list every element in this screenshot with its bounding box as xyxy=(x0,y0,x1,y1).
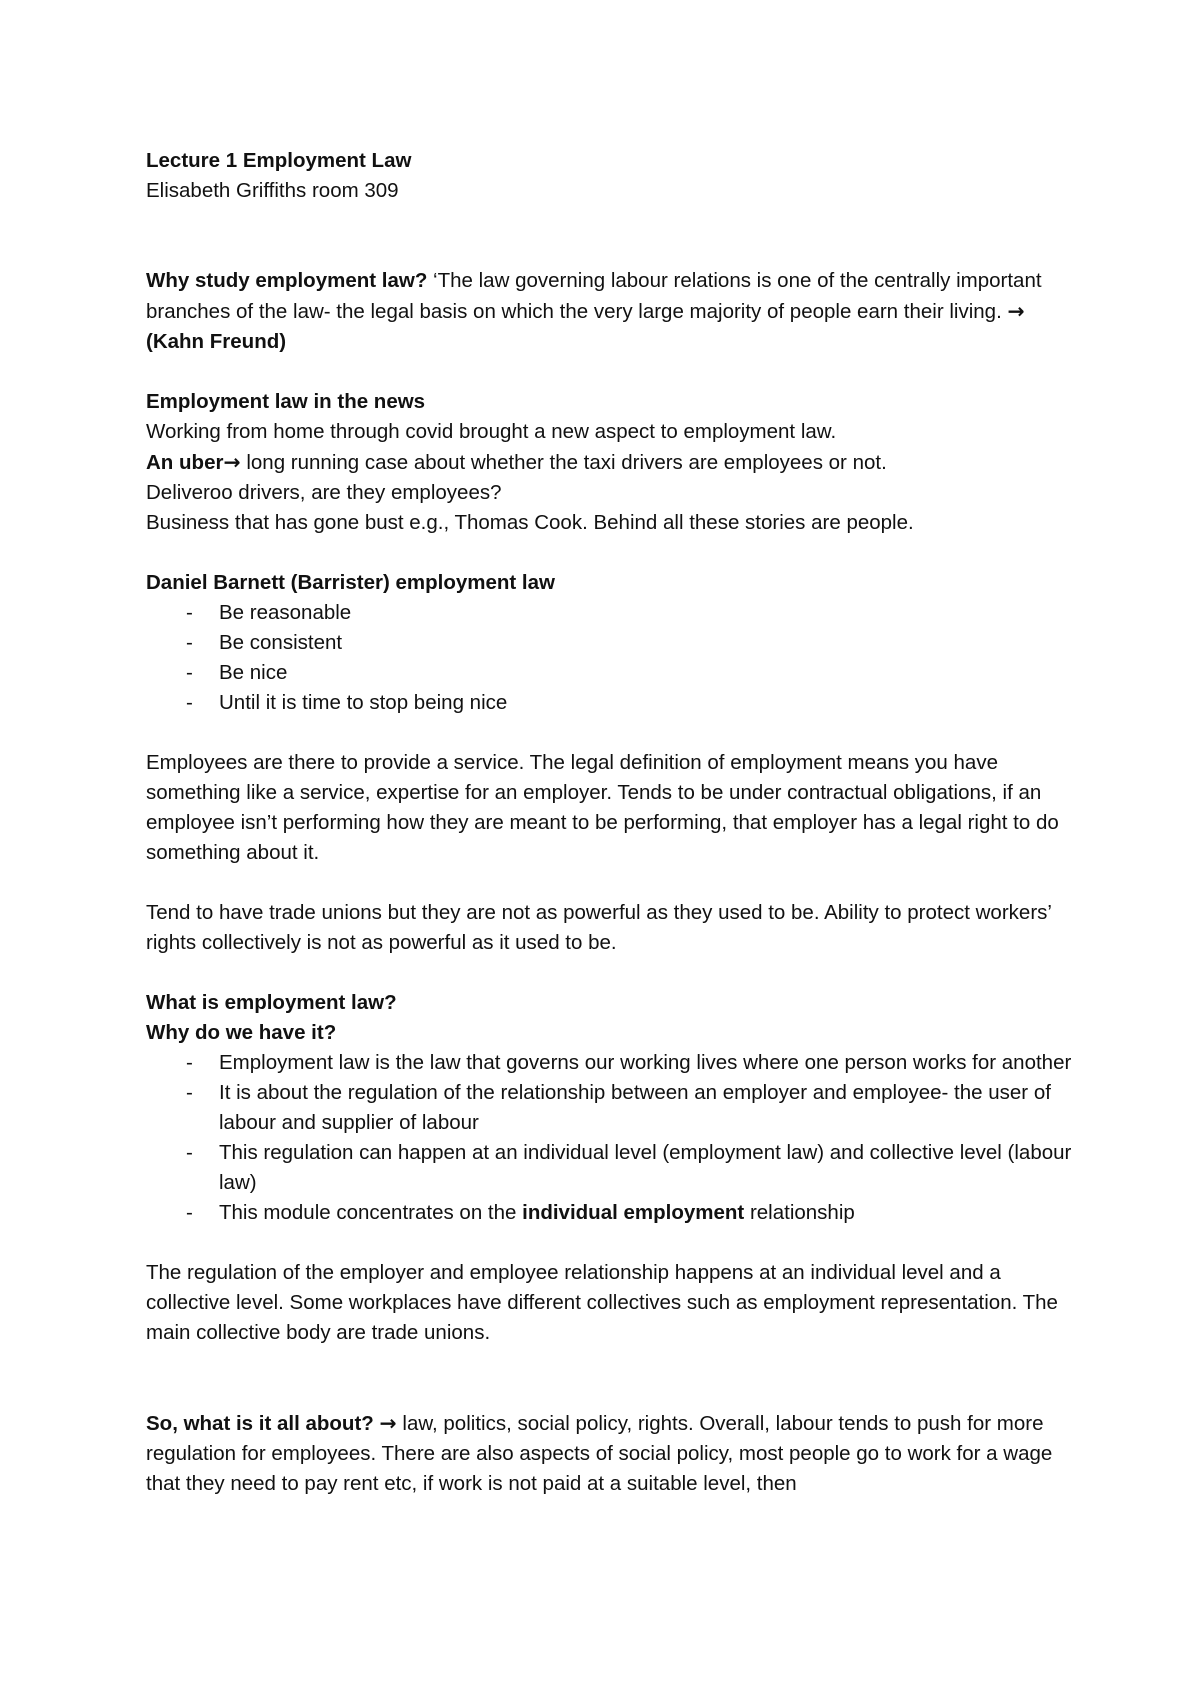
arrow-icon: → xyxy=(1007,299,1025,323)
dash-bullet: - xyxy=(186,1201,193,1224)
unions-paragraph: Tend to have trade unions but they are not as powerful as they used to be. Ability to protect workers’ rights collectively is not as powerful as it used to be. xyxy=(146,901,1052,954)
news-line-thomas-cook: Business that has gone bust e.g., Thomas Cook. Behind all these stories are people. xyxy=(146,511,914,534)
dash-bullet: - xyxy=(186,691,193,714)
list-item: - Until it is time to stop being nice xyxy=(146,688,1086,718)
dash-bullet: - xyxy=(186,1051,193,1074)
list-item: - Employment law is the law that governs our working lives where one person works for another xyxy=(146,1048,1086,1078)
service-paragraph: Employees are there to provide a service. The legal definition of employment means you have something like a service, expertise for an employer. Tends to be under contractual obligations, if an employee isn’t performing how they are meant to be performing, that employer has a legal right to do something about it. xyxy=(146,751,1059,864)
dash-bullet: - xyxy=(186,631,193,654)
barnett-list xyxy=(146,598,1086,718)
barnett-heading: Daniel Barnett (Barrister) employment law xyxy=(146,571,555,594)
arrow-icon: → xyxy=(223,450,241,474)
about-paragraph: So, what is it all about? → law, politics, social policy, rights. Overall, labour tends to push for more regulation for employees. There are also aspects of social policy, most people go to work for a wage that they need to pay rent etc, if work is not paid at a suitable level, then xyxy=(146,1411,1053,1495)
list-item: - It is about the regulation of the relationship between an employer and employee- the user of labour and supplier of labour xyxy=(146,1078,1086,1138)
document-title: Lecture 1 Employment Law xyxy=(146,149,412,172)
regulation-paragraph: The regulation of the employer and employee relationship happens at an individual level and a collective level. Some workplaces have different collectives such as employment representation. The main collective body are trade unions. xyxy=(146,1261,1058,1344)
why-have-heading: Why do we have it? xyxy=(146,1021,337,1044)
news-line-deliveroo: Deliveroo drivers, are they employees? xyxy=(146,481,502,504)
list-item: - Be nice xyxy=(146,658,1086,688)
why-study-paragraph xyxy=(146,266,1086,357)
list-item: - This module concentrates on the individual employment relationship xyxy=(146,1198,1086,1228)
news-heading: Employment law in the news xyxy=(146,390,426,413)
list-item: - Be consistent xyxy=(146,628,1086,658)
why-study-heading: Why study employment law? xyxy=(146,269,428,292)
dash-bullet: - xyxy=(186,1081,193,1104)
dash-bullet: - xyxy=(186,601,193,624)
document-body xyxy=(146,146,1086,1499)
citation: (Kahn Freund) xyxy=(146,330,287,353)
dash-bullet: - xyxy=(186,1141,193,1164)
arrow-icon: → xyxy=(379,1411,397,1435)
what-is-list xyxy=(146,1048,1086,1228)
news-line-covid: Working from home through covid brought a new aspect to employment law. xyxy=(146,420,837,443)
news-line-uber: An uber→ long running case about whether the taxi drivers are employees or not. xyxy=(146,450,887,474)
kahn-freund-quote: ‘The law governing labour relations is one of the centrally important branches of the law- the legal basis on which the very large majority of people earn their living. xyxy=(146,269,1042,323)
lecturer-line: Elisabeth Griffiths room 309 xyxy=(146,179,399,202)
dash-bullet: - xyxy=(186,661,193,684)
about-heading: So, what is it all about? xyxy=(146,1412,380,1435)
what-is-heading: What is employment law? xyxy=(146,991,397,1014)
list-item: - This regulation can happen at an individual level (employment law) and collective level (labour law) xyxy=(146,1138,1086,1198)
list-item: - Be reasonable xyxy=(146,598,1086,628)
